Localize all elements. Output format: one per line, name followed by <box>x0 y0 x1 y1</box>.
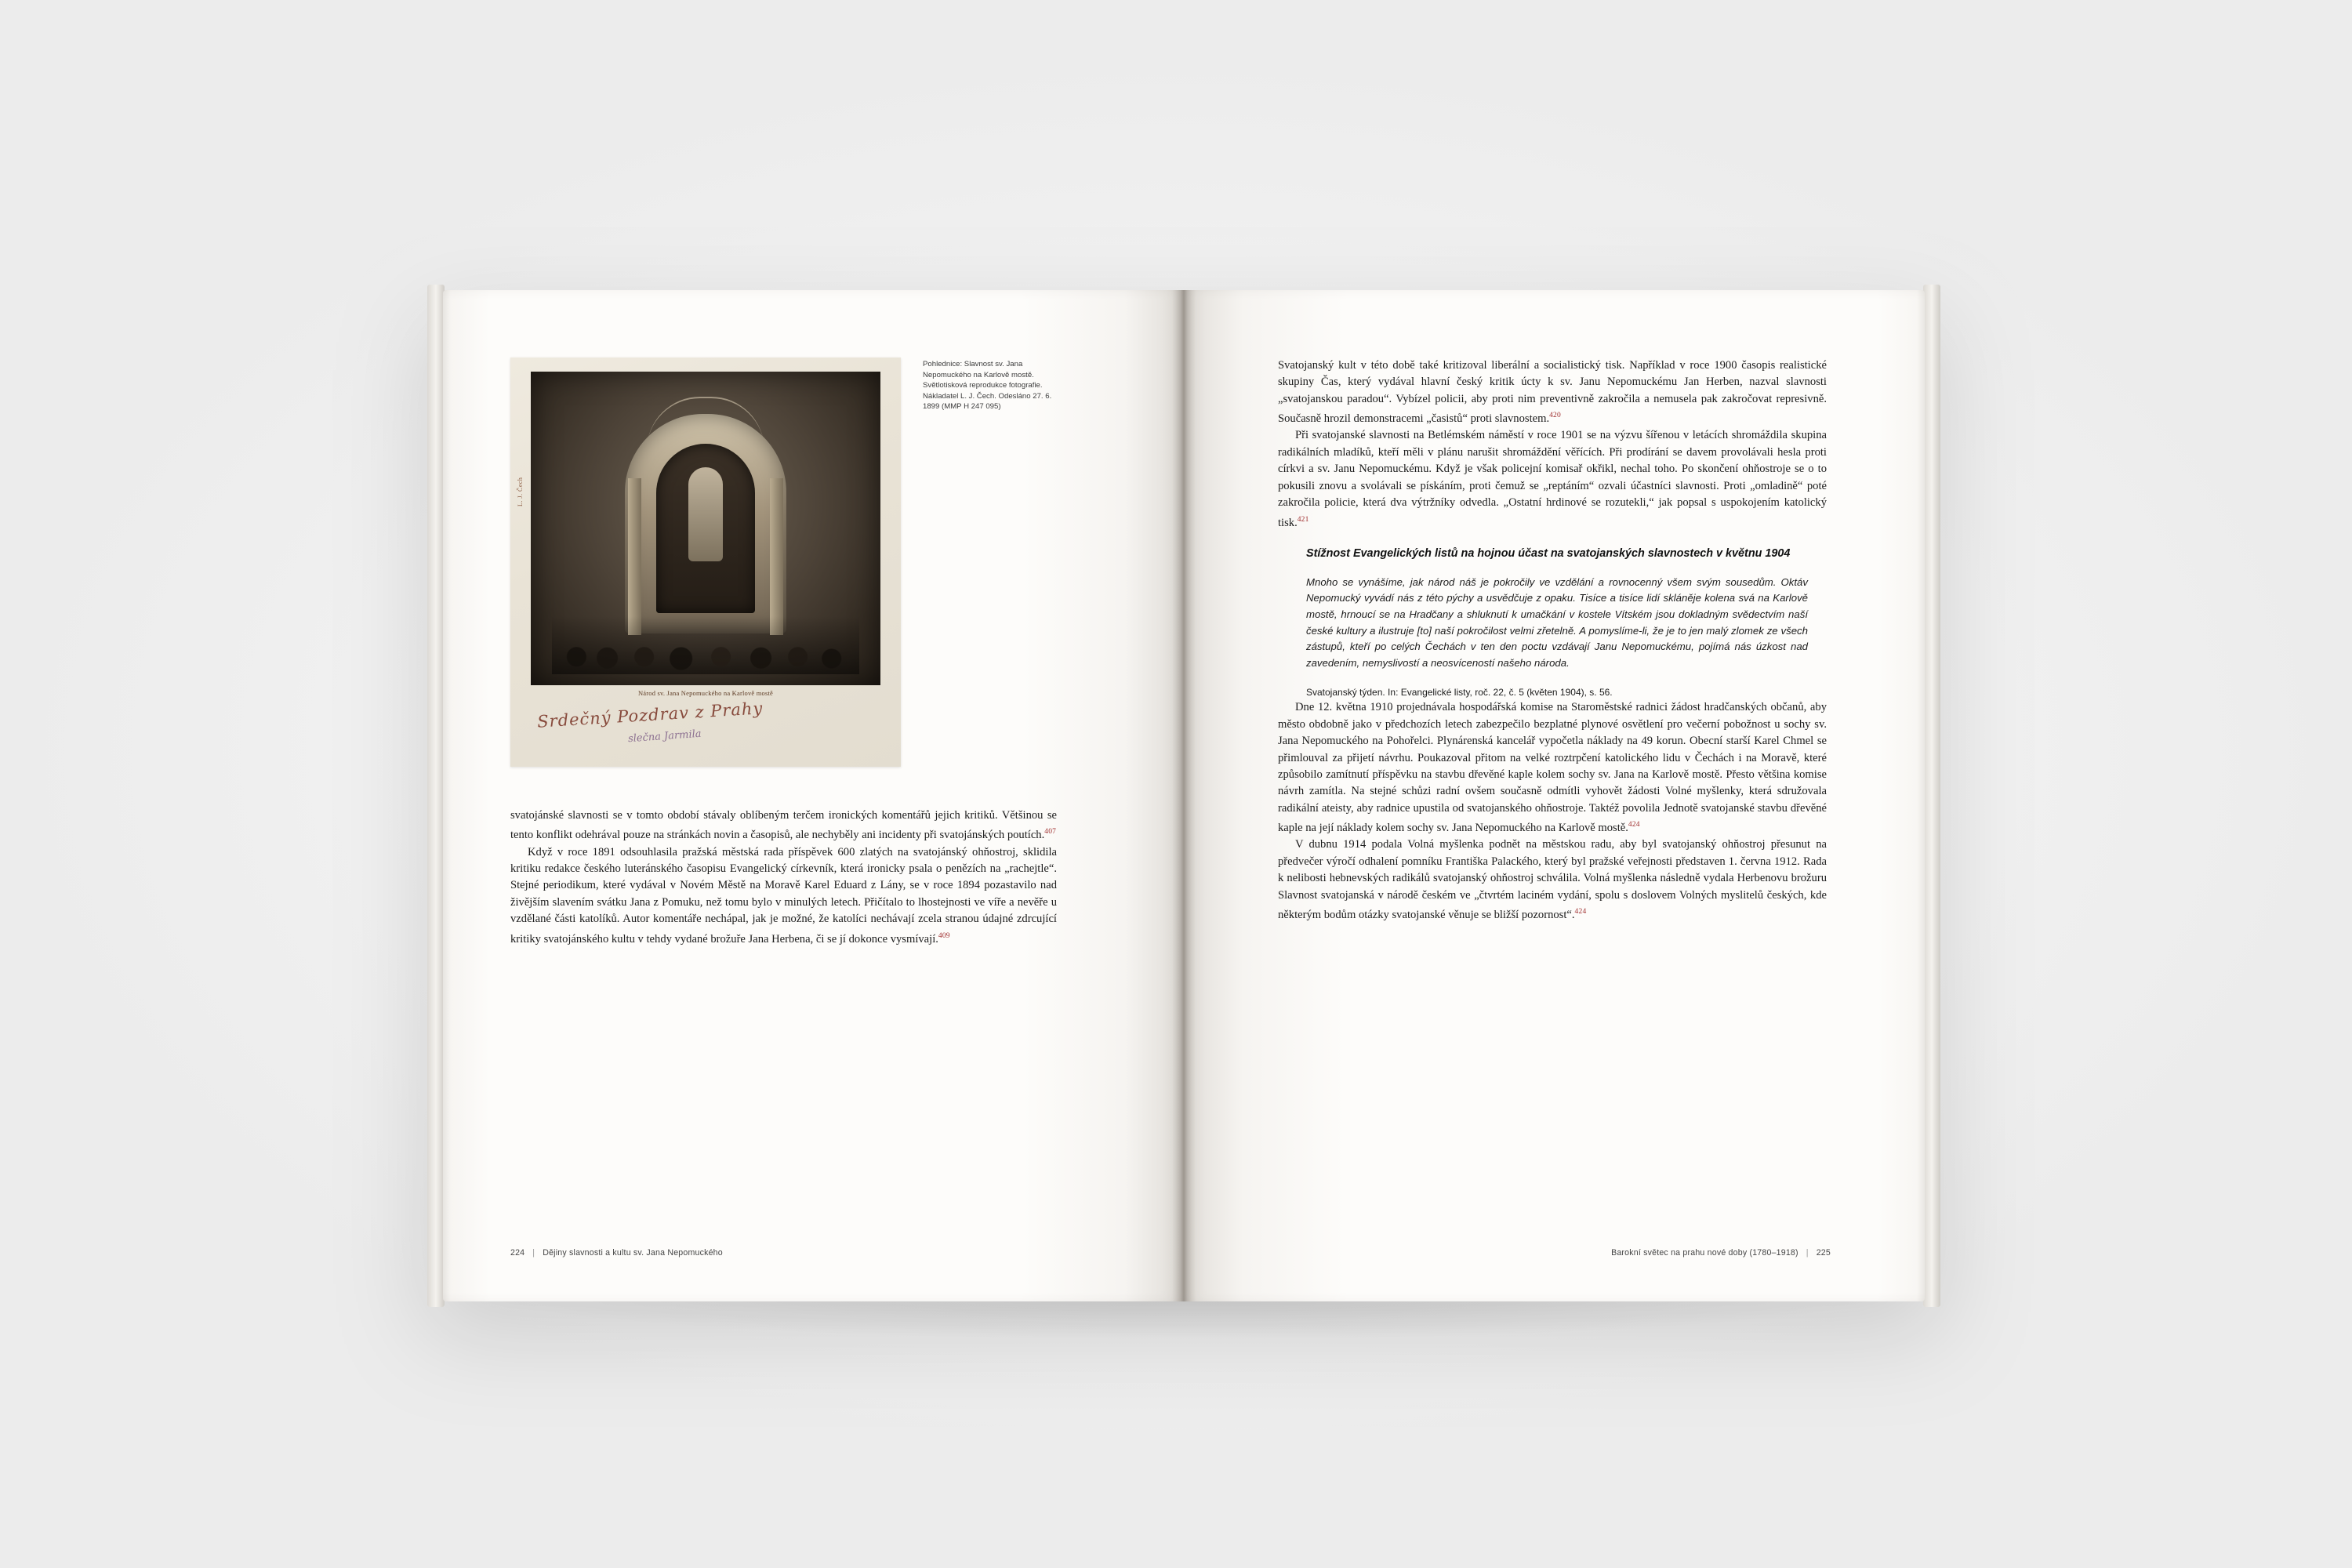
left-page <box>443 290 1184 1301</box>
postcard-handwriting-small: slečna Jarmila <box>627 728 702 746</box>
footnote-marker[interactable]: 407 <box>1044 828 1057 837</box>
baroque-altar-illustration <box>608 392 804 651</box>
open-book <box>443 290 1925 1301</box>
paragraph-text: Při svatojanské slavnosti na Betlémském náměstí v roce 1901 se na výzvu šířenou v letácích shromáždila skupina radikálních mladíků, kteří měli v plánu narušit shromáždění věřících. Při prodírání se davem provolávali hesla proti církvi a sv. Janu Nepomuckému. Když je však policejní komisař okřikl, nechal toho. Po skončení ohňostroje se o to pokusili znovu a svolávali se pískáním, proti čemuž se „reptáním“ ozvali účastníci slavnosti. Proti „omladině“ poté zakročila policie, která dva výtržníky odvedla. „Ostatní hrdinové se rozutekli,“ jak popsal s uspokojením katolický tisk. <box>1278 429 1827 529</box>
page-number: 224 <box>510 1248 525 1258</box>
footnote-marker[interactable]: 409 <box>938 931 950 940</box>
page-number: 225 <box>1816 1248 1831 1258</box>
footnote-marker[interactable]: 424 <box>1574 908 1587 916</box>
saint-statue <box>688 467 723 561</box>
left-page-body <box>510 808 1057 948</box>
paragraph <box>1278 699 1827 837</box>
postcard-handwriting-large: Srdečný Pozdrav z Prahy <box>536 699 764 731</box>
postcard-card <box>510 358 901 767</box>
quote-source: Svatojanský týden. In: Evangelické listy, roč. 22, č. 5 (květen 1904), s. 56. <box>1306 687 1613 699</box>
paragraph <box>1278 358 1827 427</box>
quote-text: Mnoho se vynášíme, jak národ náš je pokročily ve vzdělání a rovnocenný všem svým sousedům. Oktáv Nepomucký vyvádí nás z této pýchy a usvědčuje z opaku. Tisíce a tisíce lidí skláněje kolena svá na Karlově mostě, hrnoucí se na Hradčany a shluknutí k umačkání v kostele Vítském jsou dokladným svědectvím naší české kultury a ilustruje [to] naší pokročilost velmi zřetelně. A pomyslíme-li, že je to jen malý zlomek ze všech zástupů, kteří po celých Čechách v ten den poctu vzdávají Janu Nepomuckému, pojímá nás úzkost nad zavedením, nemyslivostí a neosvíceností našeho národa. <box>1306 575 1808 669</box>
paragraph-text: Když v roce 1891 odsouhlasila pražská městská rada příspěvek 600 zlatých na svatojánský ohňostroj, sklidila kritiku redakce českého luteránského časopisu Evangelický církevník, která ironicky psala o penězích na „rachejtle“. Stejné periodikum, které vydával v Novém Městě na Moravě Karel Eduard z Lány, se v roce 1894 pozastavilo nad živějším slavením svátku Jana z Pomuku, než tomu bylo v minulých letech. Přičítalo to lhostejnosti ve víře a nevěře u vzdělané části katolíků. Autor komentáře nechápal, jak je možné, že katolíci nechávají zcela stranou údajné zdrcující kritiky svatojánského kultu v tehdy vydané brožuře Jana Herbena, či se jí dokonce vysmívají. <box>510 845 1057 946</box>
paragraph <box>1278 837 1827 924</box>
postcard-photograph <box>531 372 880 685</box>
footer-separator: | <box>532 1248 535 1258</box>
left-page-footer <box>510 1248 723 1258</box>
paragraph-text: svatojánské slavnosti se v tomto období stávaly oblíbeným terčem ironických komentářů jejich kritiků. Většinou se tento konflikt odehrával pouze na stránkách novin a časopisů, ale nechyběly ani incidenty při svatojánských poutích. <box>510 809 1057 842</box>
footer-separator: | <box>1806 1248 1809 1258</box>
postcard-figure <box>510 358 901 767</box>
paragraph-text: V dubnu 1914 podala Volná myšlenka podnět na městskou radu, aby byl svatojanský ohňostroj přesunut na předvečer výročí odhalení pomníku Františka Palackého, který byl pražské veřejnosti představen 1. června 1912. Rada k nelibosti hebnevských radikálů svatojanský ohňostroj schválila. Volná myšlenka následně vydala Herbenovu brožuru Slavnost svatojanská v národě českém ve „čtvrtém laciném vydání, spolu s doslovem Volných myslitelů českých, kde některým bodům otázky svatojanské věnuje se bližší pozornost“. <box>1278 838 1827 921</box>
footnote-marker[interactable]: 420 <box>1549 412 1561 420</box>
figure-caption: Pohlednice: Slavnost sv. Jana Nepomuckého na Karlově mostě. Světlotisková reprodukce fotografie. Nákladatel L. J. Čech. Odesláno 27. 6. 1899 (MMP H 247 095) <box>923 360 1052 412</box>
paragraph-text: Dne 12. května 1910 projednávala hospodářská komise na Staroměstské radnici žádost hradčanských občanů, aby město obdobně jako v předchozích letech zabezpečilo bezplatné plynové osvětlení pro večerní pobožnost u sochy sv. Jana Nepomuckého na Pohořelci. Plynárenská kancelář vypočetla náklady na 49 korun. Obecní starší Karel Chmel se přimlouval za přijetí návrhu. Poukazoval přitom na velké roztrpčení katolického lidu v Čechách i na Moravě, které způsobilo zamítnutí příspěvku na stavbu dřevěné kaple kolem sochy sv. Jana na Karlově mostě. Přesto většina komise návrh zamítla. Na stejné schůzi radní ovšem současně odmítli vyhovět žádosti Volné myšlenky, která sdružovala radikální ateisty, aby radnice upustila od svatojanského ohňostroje. Taktéž povolila Jednotě svatojanské stavbu dřevěné kaple na její náklady kolem sochy sv. Jana Nepomuckého na Karlově mostě. <box>1278 701 1827 835</box>
postcard-printed-title: Národ sv. Jana Nepomuckého na Karlově mostě <box>637 689 774 697</box>
running-title: Barokní světec na prahu nové doby (1780–1918) <box>1611 1248 1798 1258</box>
footnote-marker[interactable]: 421 <box>1297 515 1309 524</box>
paragraph-text: Svatojanský kult v této době také kritizoval liberální a socialistický tisk. Například v roce 1900 časopis realistické skupiny Čas, který vydával hlavní český kritik úcty k sv. Janu Nepomuckému Jan Herben, nazval slavnosti „svatojanskou paradou“. Vybízel policii, aby proti nim preventivně zakročila a nemusela pak zakročovat represivně. Současně hrozil demonstracemi „časistů“ proti slavnostem. <box>1278 359 1827 426</box>
paragraph <box>510 808 1057 844</box>
page-edge-right <box>1923 285 1940 1307</box>
altar-column-left <box>628 478 641 635</box>
footnote-marker[interactable]: 424 <box>1628 821 1640 829</box>
page-edge-left <box>427 285 445 1307</box>
paragraph <box>510 844 1057 948</box>
quote-heading: Stížnost Evangelických listů na hojnou účast na svatojanských slavnostech v květnu 1904 <box>1306 546 1791 560</box>
crowd-silhouettes <box>552 616 860 674</box>
right-page-body <box>1278 358 1827 924</box>
postcard-publisher-stamp: L. J. Čech <box>517 477 524 506</box>
running-title: Dějiny slavnosti a kultu sv. Jana Nepomuckého <box>543 1248 723 1258</box>
altar-column-right <box>770 478 783 635</box>
right-page-footer <box>1611 1248 1831 1258</box>
right-page <box>1184 290 1925 1301</box>
paragraph <box>1278 427 1827 531</box>
